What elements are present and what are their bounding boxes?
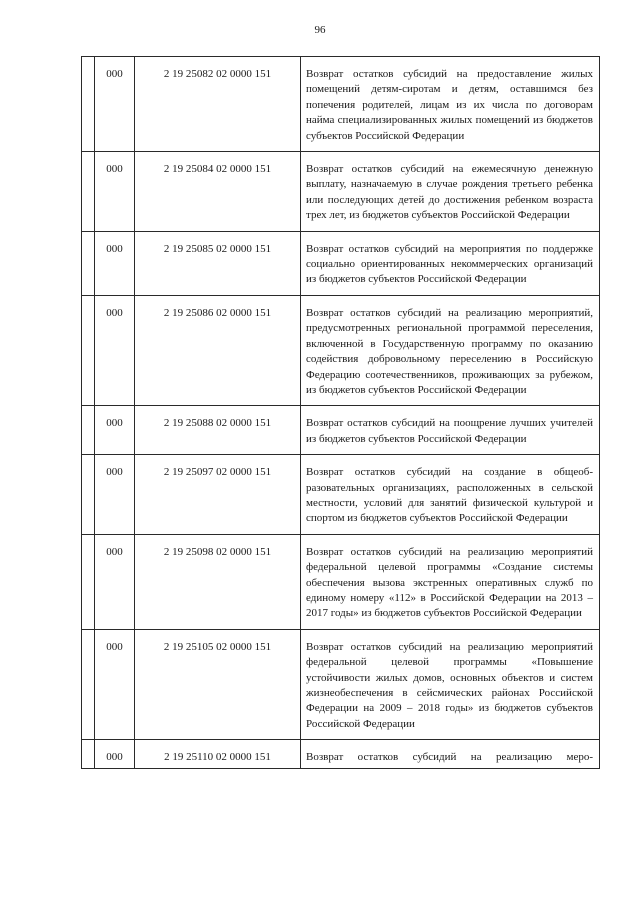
description-cell: Возврат остатков субсидий на ежемесячную денежную выплату, назначаемую в случае рождения третьего ребенка или последующих детей до достижения ребенком возраста трех лет, из бюджетов субъектов Российской Федерации xyxy=(301,152,600,232)
blank-cell xyxy=(82,231,95,295)
admin-code-cell: 000 xyxy=(95,152,135,232)
table-row xyxy=(82,534,600,629)
admin-code-cell: 000 xyxy=(95,57,135,152)
budget-code-cell: 2 19 25088 02 0000 151 xyxy=(135,406,301,455)
admin-code-cell: 000 xyxy=(95,455,135,535)
table-body xyxy=(82,57,600,769)
budget-code-cell: 2 19 25082 02 0000 151 xyxy=(135,57,301,152)
description-cell: Возврат остатков субсидий на реализацию мероприятий федеральной целевой программы «Создание системы обеспечения вызова экстренных оперативных служб по единому номеру «112» в Российской Федерации на 2013 – 2017 годы» из бюджетов субъектов Российской Федерации xyxy=(301,534,600,629)
admin-code-cell: 000 xyxy=(95,231,135,295)
description-cell: Возврат остатков субсидий на предоставление жилых помещений детям-сиротам и детям, оставшимся без попечения родителей, лицам из их числа по договорам найма специализированных жилых помещений из бюджетов субъектов Российской Федерации xyxy=(301,57,600,152)
admin-code-cell: 000 xyxy=(95,295,135,405)
blank-cell xyxy=(82,455,95,535)
description-cell: Возврат остатков субсидий на поощрение лучших учителей из бюджетов субъектов Российской Федерации xyxy=(301,406,600,455)
table-row xyxy=(82,57,600,152)
admin-code-cell: 000 xyxy=(95,740,135,768)
blank-cell xyxy=(82,57,95,152)
description-cell: Возврат остатков субсидий на мероприятия по поддержке социально ориентированных некоммерческих организаций из бюджетов субъектов Российской Федерации xyxy=(301,231,600,295)
budget-code-cell: 2 19 25098 02 0000 151 xyxy=(135,534,301,629)
budget-code-cell: 2 19 25105 02 0000 151 xyxy=(135,629,301,739)
table-row xyxy=(82,152,600,232)
blank-cell xyxy=(82,534,95,629)
admin-code-cell: 000 xyxy=(95,534,135,629)
budget-code-cell: 2 19 25086 02 0000 151 xyxy=(135,295,301,405)
blank-cell xyxy=(82,406,95,455)
budget-code-cell: 2 19 25110 02 0000 151 xyxy=(135,740,301,768)
table-row xyxy=(82,231,600,295)
budget-code-cell: 2 19 25085 02 0000 151 xyxy=(135,231,301,295)
blank-cell xyxy=(82,295,95,405)
budget-code-cell: 2 19 25084 02 0000 151 xyxy=(135,152,301,232)
table-row xyxy=(82,629,600,739)
admin-code-cell: 000 xyxy=(95,406,135,455)
table-row xyxy=(82,295,600,405)
table-row xyxy=(82,455,600,535)
table-row xyxy=(82,406,600,455)
blank-cell xyxy=(82,740,95,768)
table-row xyxy=(82,740,600,768)
description-cell: Возврат остатков субсидий на реализацию мероприятий, предусмотренных региональной программой переселения, включенной в Государственную программу по оказанию содействия добровольному переселению в Российскую Федерацию соотечественников, проживающих за рубежом, из бюджетов субъектов Российской Федерации xyxy=(301,295,600,405)
description-cell: Возврат остатков субсидий на реализацию мероприятий федеральной целевой программы «Повышение устойчивости жилых домов, основных объектов и систем жизнеобеспечения в сейсмических районах Российской Федерации на 2009 – 2018 годы» из бюджетов субъектов Российской Федерации xyxy=(301,629,600,739)
blank-cell xyxy=(82,629,95,739)
admin-code-cell: 000 xyxy=(95,629,135,739)
budget-classification-table xyxy=(81,56,600,769)
budget-code-cell: 2 19 25097 02 0000 151 xyxy=(135,455,301,535)
page-number: 96 xyxy=(314,24,326,36)
description-cell: Возврат остатков субсидий на реализацию меро- xyxy=(301,740,600,768)
description-cell: Возврат остатков субсидий на создание в общеобразовательных организациях, расположенных в сельской местности, условий для занятий физической культурой и спортом из бюджетов субъектов Российской Федерации xyxy=(301,455,600,535)
blank-cell xyxy=(82,152,95,232)
